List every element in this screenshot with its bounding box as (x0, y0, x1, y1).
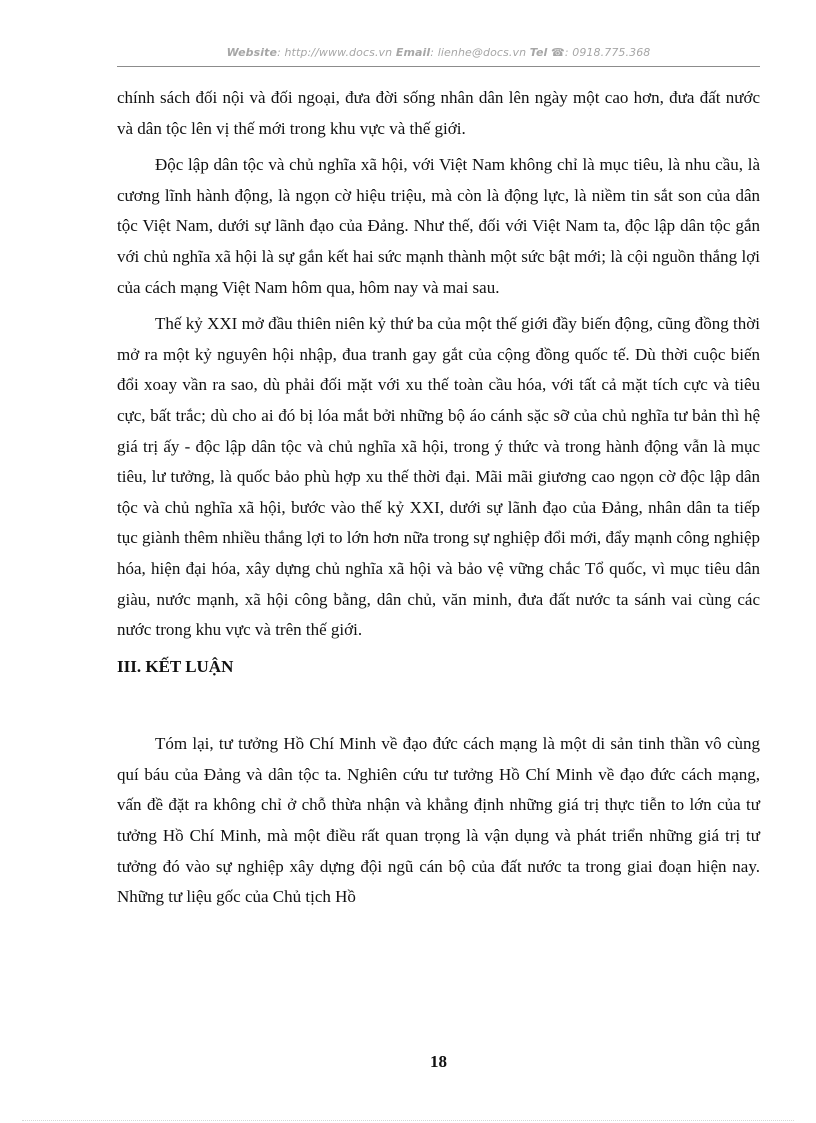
page-number: 18 (430, 1052, 447, 1071)
page-header (117, 46, 760, 59)
document-body (117, 83, 760, 913)
website-label: Website (226, 46, 278, 59)
tel-label: Tel (529, 46, 548, 59)
paragraph: Tóm lại, tư tưởng Hồ Chí Minh về đạo đức cách mạng là một di sản tinh thần vô cùng quí báu của Đảng và dân tộc ta. Nghiên cứu tư tưởng Hồ Chí Minh về đạo đức cách mạng, vấn đề đặt ra không chỉ ở chỗ thừa nhận và khẳng định những giá trị thực tiễn to lớn của tư tưởng Hồ Chí Minh, mà một điều rất quan trọng là vận dụng và phát triển những giá trị tư tưởng đó vào sự nghiệp xây dựng đội ngũ cán bộ của đất nước ta trong giai đoạn hiện nay. Những tư liệu gốc của Chủ tịch Hồ (117, 734, 760, 907)
paragraph: Độc lập dân tộc và chủ nghĩa xã hội, với Việt Nam không chỉ là mục tiêu, là nhu cầu, là cương lĩnh hành động, là ngọn cờ hiệu triệu, mà còn là động lực, là niềm tin sắt son của dân tộc Việt Nam, dưới sự lãnh đạo của Đảng. Như thế, đối với Việt Nam ta, độc lập dân tộc gắn với chủ nghĩa xã hội là sự gắn kết hai sức mạnh thành một sức bật mới; là cội nguồn thắng lợi của cách mạng Việt Nam hôm qua, hôm nay và mai sau. (117, 155, 760, 297)
phone-icon: ☎ (551, 46, 565, 59)
website-url[interactable]: : http://www.docs.vn (277, 46, 393, 59)
footer-divider (22, 1120, 794, 1121)
header-divider (117, 66, 760, 67)
section-heading: III. KẾT LUẬN (117, 656, 234, 676)
email-label: Email (395, 46, 431, 59)
paragraph: Thế kỷ XXI mở đầu thiên niên kỷ thứ ba của một thế giới đầy biến động, cũng đồng thời mở ra một kỷ nguyên hội nhập, đua tranh gay gắt của cộng đồng quốc tế. Dù thời cuộc biến đổi xoay vần ra sao, dù phải đối mặt với xu thế toàn cầu hóa, với tất cả mặt tích cực và tiêu cực, bất trắc; dù cho ai đó bị lóa mắt bởi những bộ áo cánh sặc sỡ của chủ nghĩa tư bản thì hệ giá trị ấy - độc lập dân tộc và chủ nghĩa xã hội, trong ý thức và trong hành động vẫn là mục tiêu, lư tưởng, là quốc bảo phù hợp xu thế thời đại. Mãi mãi giương cao ngọn cờ độc lập dân tộc và chủ nghĩa xã hội, bước vào thế kỷ XXI, dưới sự lãnh đạo của Đảng, nhân dân ta tiếp tục giành thêm nhiều thắng lợi to lớn hơn nữa trong sự nghiệp đổi mới, đẩy mạnh công nghiệp hóa, hiện đại hóa, xây dựng chủ nghĩa xã hội và bảo vệ vững chắc Tổ quốc, vì mục tiêu dân giàu, nước mạnh, xã hội công bằng, dân chủ, văn minh, đưa đất nước ta sánh vai cùng các nước trong khu vực và trên thế giới. (117, 314, 760, 640)
paragraph-continuation: chính sách đối nội và đối ngoại, đưa đời sống nhân dân lên ngày một cao hơn, đưa đất nước và dân tộc lên vị thế mới trong khu vực và thế giới. (117, 88, 760, 138)
phone-number: : 0918.775.368 (564, 46, 651, 59)
email-address[interactable]: : lienhe@docs.vn (430, 46, 527, 59)
